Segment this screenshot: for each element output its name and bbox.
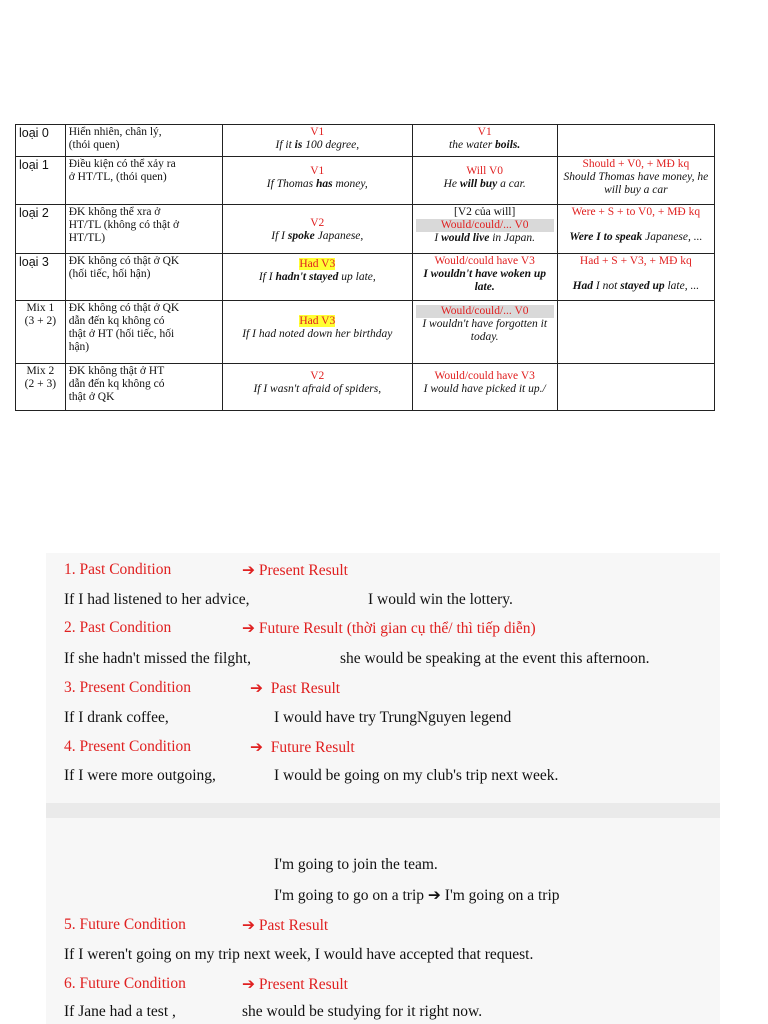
table-row	[16, 301, 715, 364]
section-heading: 4. Present Condition	[64, 738, 192, 755]
table-row	[16, 364, 715, 411]
result-clause: she would be studying for it right now.	[242, 1003, 483, 1020]
examples-panel-2	[46, 818, 720, 1024]
panel-divider	[46, 803, 720, 818]
conditional-table	[15, 124, 715, 411]
main-clause-cell: Would/could/... V0 I wouldn't have forgotten it today.	[412, 301, 557, 364]
description-cell: ĐK không có thật ở QK (hối tiếc, hối hận)	[65, 254, 222, 301]
description-cell: Điều kiện có thể xảy ra ở HT/TL, (thói quen)	[65, 157, 222, 205]
note-line: I'm going to join the team.	[274, 856, 438, 873]
main-clause-cell: Would/could have V3 I would have picked it up./	[412, 364, 557, 411]
section-heading: 1. Past Condition	[64, 561, 172, 578]
right-arrow-icon: ➔	[242, 917, 255, 934]
section-heading: 2. Past Condition	[64, 619, 172, 636]
main-clause-cell: [V2 của will] Would/could/... V0 I would live in Japan.	[412, 205, 557, 254]
section-result: ➔ Past Result	[250, 680, 341, 697]
if-clause: If I drank coffee,	[64, 709, 169, 726]
right-arrow-icon: ➔	[242, 620, 255, 637]
table-row	[16, 125, 715, 157]
inversion-cell: Were + S + to V0, + MĐ kq Were I to speak Japanese, ...	[557, 205, 714, 254]
if-clause: If I had listened to her advice,	[64, 591, 250, 608]
inversion-cell: Had + S + V3, + MĐ kq Had I not stayed up late, ...	[557, 254, 714, 301]
type-cell: loại 2	[16, 205, 66, 254]
if-clause-cell: Had V3 If I had noted down her birthday	[222, 301, 412, 364]
main-clause-cell: Would/could have V3 I wouldn't have woken up late.	[412, 254, 557, 301]
result-clause: I would be going on my club's trip next week.	[274, 767, 559, 784]
section-result: ➔ Present Result	[242, 976, 348, 993]
description-cell: ĐK không thật ở HT dẫn đến kq không có thật ở QK	[65, 364, 222, 411]
if-clause: If she hadn't missed the filght,	[64, 650, 252, 667]
table-row	[16, 157, 715, 205]
right-arrow-icon: ➔	[250, 739, 263, 756]
note-line: I'm going to go on a trip ➔ I'm going on a trip	[274, 887, 560, 904]
inversion-cell: Should + V0, + MĐ kq Should Thomas have money, he will buy a car	[557, 157, 714, 205]
right-arrow-icon: ➔	[242, 976, 255, 993]
right-arrow-icon: ➔	[250, 680, 263, 697]
main-clause-cell: Will V0 He will buy a car.	[412, 157, 557, 205]
result-clause: she would be speaking at the event this afternoon.	[340, 650, 650, 667]
example-sentence: If I weren't going on my trip next week, I would have accepted that request.	[64, 946, 534, 963]
description-cell: Hiển nhiên, chân lý, (thói quen)	[65, 125, 222, 157]
type-cell: loại 0	[16, 125, 66, 157]
right-arrow-icon: ➔	[427, 887, 441, 904]
section-result: ➔ Future Result (thời gian cụ thể/ thì tiếp diễn)	[242, 620, 536, 637]
section-result: ➔ Future Result	[250, 739, 355, 756]
if-clause-cell: V1 If it is 100 degree,	[222, 125, 412, 157]
if-clause-cell: Had V3 If I hadn't stayed up late,	[222, 254, 412, 301]
section-result: ➔ Present Result	[242, 562, 348, 579]
inversion-cell	[557, 364, 714, 411]
main-clause-cell: V1 the water boils.	[412, 125, 557, 157]
table-row	[16, 205, 715, 254]
if-clause: If Jane had a test ,	[64, 1003, 176, 1020]
section-result: ➔ Past Result	[242, 917, 329, 934]
table-row	[16, 254, 715, 301]
if-clause: If I were more outgoing,	[64, 767, 216, 784]
section-heading: 3. Present Condition	[64, 679, 192, 696]
type-cell: Mix 2 (2 + 3)	[16, 364, 66, 411]
description-cell: ĐK không có thật ở QK dẫn đến kq không có thật ở HT (hối tiếc, hối hận)	[65, 301, 222, 364]
section-heading: 6. Future Condition	[64, 975, 186, 992]
result-clause: I would win the lottery.	[368, 591, 513, 608]
inversion-cell	[557, 125, 714, 157]
description-cell: ĐK không thể xra ở HT/TL (không có thật ở HT/TL)	[65, 205, 222, 254]
type-cell: loại 1	[16, 157, 66, 205]
result-clause: I would have try TrungNguyen legend	[274, 709, 512, 726]
type-cell: Mix 1 (3 + 2)	[16, 301, 66, 364]
section-heading: 5. Future Condition	[64, 916, 186, 933]
type-cell: loại 3	[16, 254, 66, 301]
examples-panel-1	[46, 553, 720, 803]
if-clause-cell: V1 If Thomas has money,	[222, 157, 412, 205]
inversion-cell	[557, 301, 714, 364]
right-arrow-icon: ➔	[242, 562, 255, 579]
if-clause-cell: V2 If I wasn't afraid of spiders,	[222, 364, 412, 411]
if-clause-cell: V2 If I spoke Japanese,	[222, 205, 412, 254]
